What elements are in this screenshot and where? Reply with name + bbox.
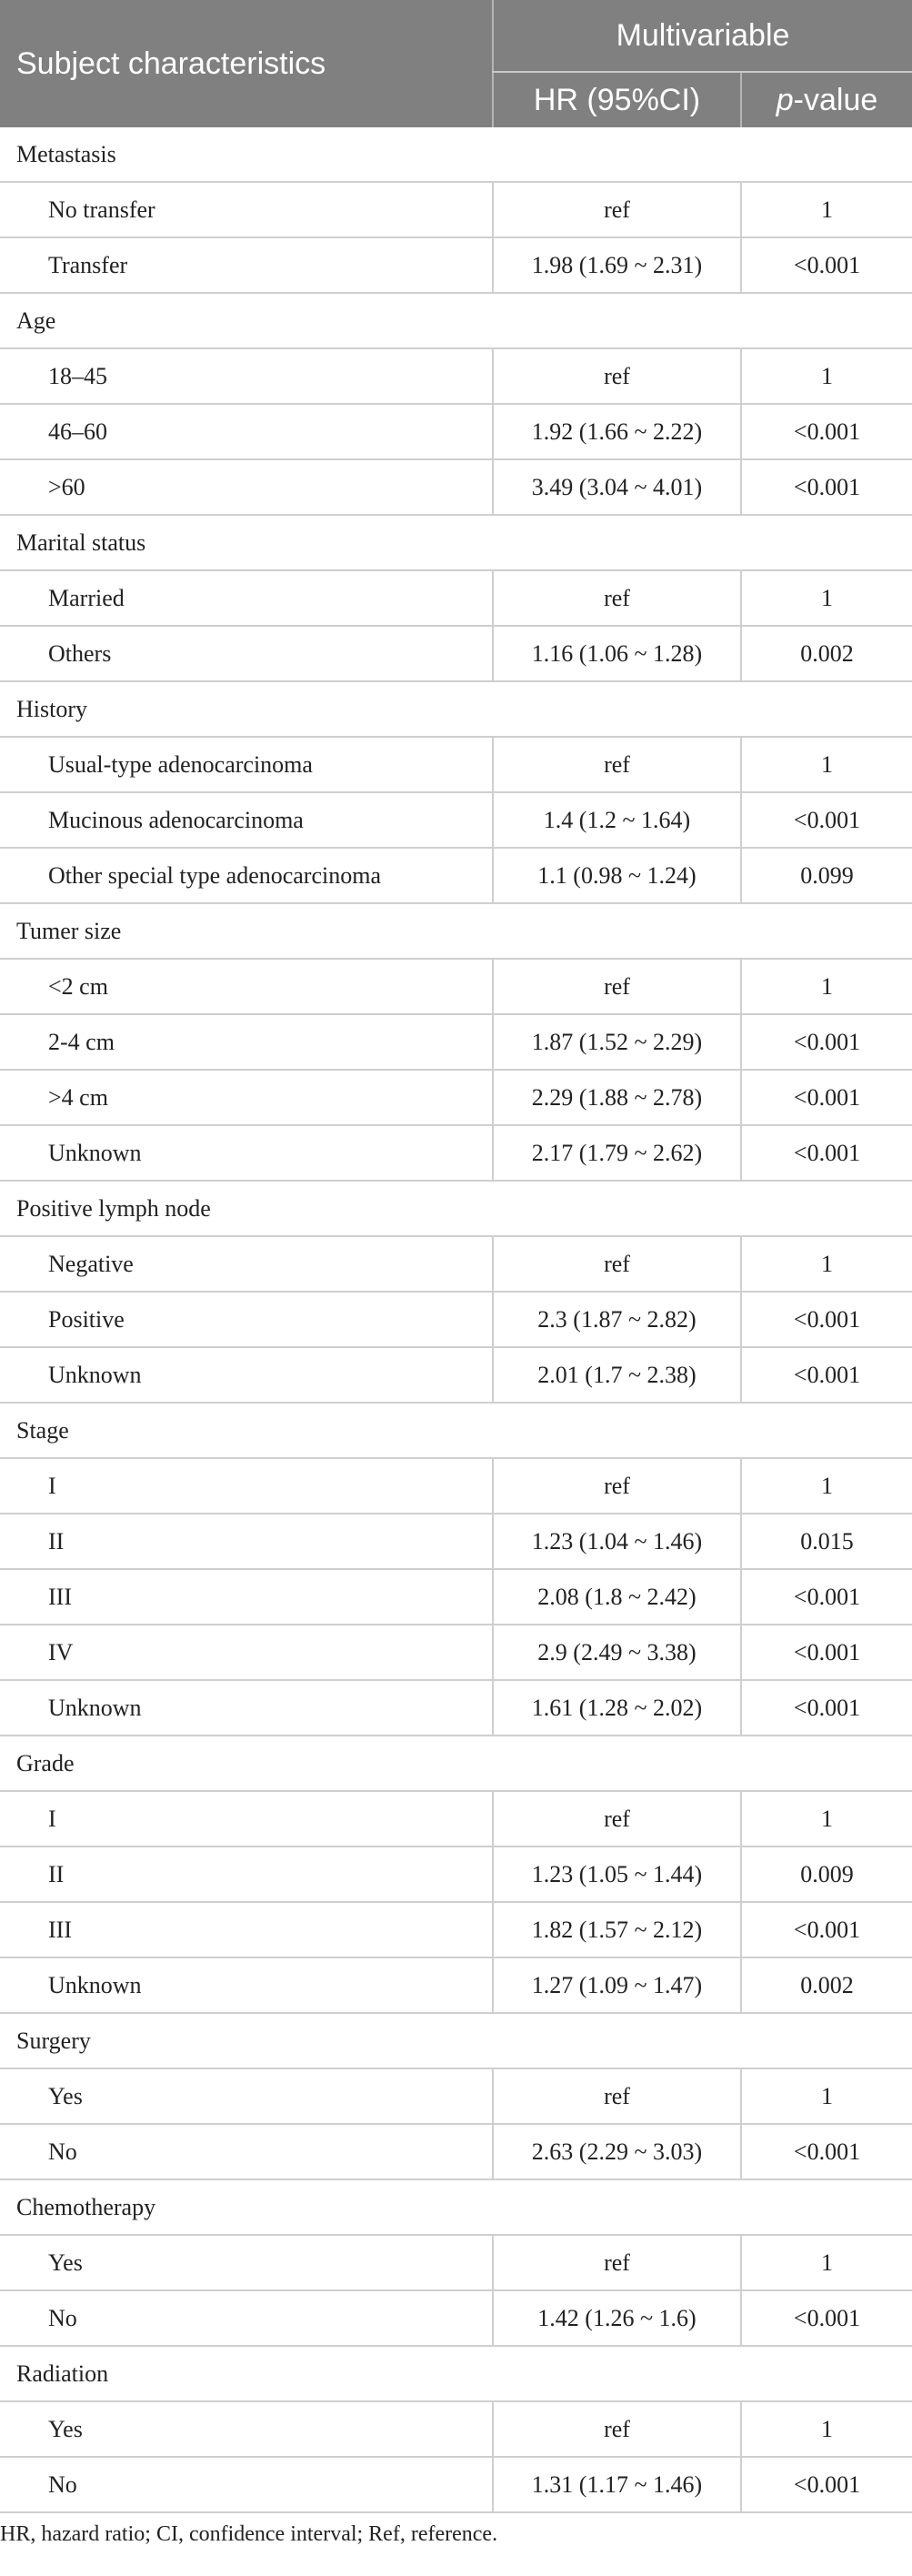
table-row bbox=[0, 2124, 912, 2179]
p-value: <0.001 bbox=[741, 459, 912, 515]
category-label: Grade bbox=[0, 1736, 912, 1791]
row-label: IV bbox=[0, 1625, 493, 1680]
p-value: <0.001 bbox=[741, 1125, 912, 1181]
table-row bbox=[0, 1680, 912, 1736]
p-value: <0.001 bbox=[741, 1569, 912, 1625]
row-label: <2 cm bbox=[0, 959, 493, 1014]
table-row bbox=[0, 2235, 912, 2290]
hr-value: 2.3 (1.87 ~ 2.82) bbox=[493, 1292, 741, 1347]
row-label: Yes bbox=[0, 2401, 493, 2457]
table-row bbox=[0, 1236, 912, 1292]
p-value: <0.001 bbox=[741, 237, 912, 293]
category-label: Tumer size bbox=[0, 903, 912, 959]
table-row bbox=[0, 1569, 912, 1625]
row-label: Yes bbox=[0, 2068, 493, 2124]
category-row bbox=[0, 2179, 912, 2235]
hr-value: 1.16 (1.06 ~ 1.28) bbox=[493, 626, 741, 681]
table-row bbox=[0, 2068, 912, 2124]
table-row bbox=[0, 182, 912, 237]
table-row bbox=[0, 459, 912, 515]
category-row bbox=[0, 681, 912, 737]
p-value: <0.001 bbox=[741, 1680, 912, 1736]
hr-value: ref bbox=[493, 737, 741, 792]
row-label: Unknown bbox=[0, 1680, 493, 1736]
header-subject-characteristics: Subject characteristics bbox=[0, 0, 493, 127]
row-label: Yes bbox=[0, 2235, 493, 2290]
p-value: <0.001 bbox=[741, 1070, 912, 1125]
category-label: Positive lymph node bbox=[0, 1181, 912, 1236]
header-p-italic: p bbox=[776, 82, 794, 117]
category-row bbox=[0, 1403, 912, 1458]
p-value: <0.001 bbox=[741, 2124, 912, 2179]
row-label: >60 bbox=[0, 459, 493, 515]
table-row bbox=[0, 348, 912, 404]
table-row bbox=[0, 1014, 912, 1070]
header-p-value bbox=[741, 72, 912, 127]
row-label: Others bbox=[0, 626, 493, 681]
row-label: 2-4 cm bbox=[0, 1014, 493, 1070]
header-multivariable: Multivariable bbox=[493, 0, 912, 72]
hr-value: ref bbox=[493, 2401, 741, 2457]
table-row bbox=[0, 1625, 912, 1680]
table-row bbox=[0, 1902, 912, 1957]
hr-value: ref bbox=[493, 1236, 741, 1292]
category-row bbox=[0, 1181, 912, 1236]
hr-value: 2.29 (1.88 ~ 2.78) bbox=[493, 1070, 741, 1125]
p-value: 1 bbox=[741, 2235, 912, 2290]
table-row bbox=[0, 737, 912, 792]
row-label: II bbox=[0, 1514, 493, 1569]
hr-value: 2.9 (2.49 ~ 3.38) bbox=[493, 1625, 741, 1680]
hr-value: 1.31 (1.17 ~ 1.46) bbox=[493, 2457, 741, 2512]
category-row bbox=[0, 515, 912, 570]
p-value: 1 bbox=[741, 570, 912, 626]
table-row bbox=[0, 2290, 912, 2346]
category-row bbox=[0, 2013, 912, 2068]
p-value: <0.001 bbox=[741, 792, 912, 848]
hr-value: ref bbox=[493, 182, 741, 237]
row-label: Positive bbox=[0, 1292, 493, 1347]
p-value: 0.002 bbox=[741, 626, 912, 681]
table-row bbox=[0, 792, 912, 848]
row-label: No bbox=[0, 2290, 493, 2346]
table-row bbox=[0, 570, 912, 626]
category-row bbox=[0, 293, 912, 348]
p-value: 1 bbox=[741, 2068, 912, 2124]
hr-value: ref bbox=[493, 2235, 741, 2290]
header-p-suffix: -value bbox=[793, 82, 878, 117]
hr-value: 2.17 (1.79 ~ 2.62) bbox=[493, 1125, 741, 1181]
table-body bbox=[0, 127, 912, 2512]
table-row bbox=[0, 1070, 912, 1125]
row-label: Unknown bbox=[0, 1957, 493, 2013]
hr-value: 1.23 (1.04 ~ 1.46) bbox=[493, 1514, 741, 1569]
p-value: 1 bbox=[741, 1458, 912, 1514]
p-value: 1 bbox=[741, 1791, 912, 1846]
row-label: Other special type adenocarcinoma bbox=[0, 848, 493, 903]
hr-value: 1.4 (1.2 ~ 1.64) bbox=[493, 792, 741, 848]
table-row bbox=[0, 2401, 912, 2457]
p-value: 1 bbox=[741, 737, 912, 792]
row-label: I bbox=[0, 1458, 493, 1514]
table-row bbox=[0, 237, 912, 293]
hr-value: 1.23 (1.05 ~ 1.44) bbox=[493, 1846, 741, 1902]
table-row bbox=[0, 848, 912, 903]
p-value: <0.001 bbox=[741, 1292, 912, 1347]
table-row bbox=[0, 1125, 912, 1181]
row-label: Mucinous adenocarcinoma bbox=[0, 792, 493, 848]
category-label: Chemotherapy bbox=[0, 2179, 912, 2235]
table-row bbox=[0, 1514, 912, 1569]
p-value: <0.001 bbox=[741, 404, 912, 459]
hr-value: 1.87 (1.52 ~ 2.29) bbox=[493, 1014, 741, 1070]
p-value: 1 bbox=[741, 1236, 912, 1292]
row-label: No transfer bbox=[0, 182, 493, 237]
header-hr-95ci: HR (95%CI) bbox=[493, 72, 741, 127]
hr-value: 1.42 (1.26 ~ 1.6) bbox=[493, 2290, 741, 2346]
hr-value: ref bbox=[493, 1791, 741, 1846]
hr-value: 1.27 (1.09 ~ 1.47) bbox=[493, 1957, 741, 2013]
row-label: Unknown bbox=[0, 1125, 493, 1181]
hr-value: 1.98 (1.69 ~ 2.31) bbox=[493, 237, 741, 293]
hr-value: 1.1 (0.98 ~ 1.24) bbox=[493, 848, 741, 903]
category-row bbox=[0, 127, 912, 182]
table-row bbox=[0, 1791, 912, 1846]
table-row bbox=[0, 1292, 912, 1347]
category-label: Stage bbox=[0, 1403, 912, 1458]
hr-value: 2.01 (1.7 ~ 2.38) bbox=[493, 1347, 741, 1403]
hr-value: ref bbox=[493, 1458, 741, 1514]
category-row bbox=[0, 1736, 912, 1791]
category-label: Radiation bbox=[0, 2346, 912, 2401]
hr-value: 1.82 (1.57 ~ 2.12) bbox=[493, 1902, 741, 1957]
table-row bbox=[0, 1846, 912, 1902]
category-label: Marital status bbox=[0, 515, 912, 570]
p-value: 0.099 bbox=[741, 848, 912, 903]
hr-value: 2.08 (1.8 ~ 2.42) bbox=[493, 1569, 741, 1625]
table-footnote: HR, hazard ratio; CI, confidence interval; Ref, reference. bbox=[0, 2522, 498, 2546]
p-value: 0.009 bbox=[741, 1846, 912, 1902]
table-row bbox=[0, 1957, 912, 2013]
table-row bbox=[0, 2457, 912, 2512]
hr-value: ref bbox=[493, 570, 741, 626]
hr-value: 1.92 (1.66 ~ 2.22) bbox=[493, 404, 741, 459]
category-row bbox=[0, 2346, 912, 2401]
row-label: Negative bbox=[0, 1236, 493, 1292]
p-value: <0.001 bbox=[741, 1014, 912, 1070]
p-value: 1 bbox=[741, 182, 912, 237]
row-label: 18–45 bbox=[0, 348, 493, 404]
category-label: Surgery bbox=[0, 2013, 912, 2068]
p-value: <0.001 bbox=[741, 2457, 912, 2512]
hr-value: 2.63 (2.29 ~ 3.03) bbox=[493, 2124, 741, 2179]
row-label: Transfer bbox=[0, 237, 493, 293]
p-value: 1 bbox=[741, 959, 912, 1014]
p-value: 0.002 bbox=[741, 1957, 912, 2013]
table-row bbox=[0, 404, 912, 459]
p-value: 0.015 bbox=[741, 1514, 912, 1569]
hr-value: ref bbox=[493, 348, 741, 404]
table-row bbox=[0, 1458, 912, 1514]
hr-value: 3.49 (3.04 ~ 4.01) bbox=[493, 459, 741, 515]
hr-value: ref bbox=[493, 959, 741, 1014]
row-label: Married bbox=[0, 570, 493, 626]
category-label: Age bbox=[0, 293, 912, 348]
row-label: No bbox=[0, 2457, 493, 2512]
row-label: 46–60 bbox=[0, 404, 493, 459]
row-label: I bbox=[0, 1791, 493, 1846]
p-value: <0.001 bbox=[741, 2290, 912, 2346]
category-row bbox=[0, 903, 912, 959]
table-row bbox=[0, 1347, 912, 1403]
p-value: <0.001 bbox=[741, 1625, 912, 1680]
table-row bbox=[0, 626, 912, 681]
row-label: No bbox=[0, 2124, 493, 2179]
category-label: Metastasis bbox=[0, 127, 912, 182]
p-value: 1 bbox=[741, 348, 912, 404]
table-row bbox=[0, 959, 912, 1014]
hr-value: ref bbox=[493, 2068, 741, 2124]
row-label: III bbox=[0, 1902, 493, 1957]
p-value: <0.001 bbox=[741, 1347, 912, 1403]
row-label: >4 cm bbox=[0, 1070, 493, 1125]
row-label: III bbox=[0, 1569, 493, 1625]
p-value: <0.001 bbox=[741, 1902, 912, 1957]
table-header bbox=[0, 0, 912, 127]
row-label: Usual-type adenocarcinoma bbox=[0, 737, 493, 792]
row-label: II bbox=[0, 1846, 493, 1902]
hr-value: 1.61 (1.28 ~ 2.02) bbox=[493, 1680, 741, 1736]
row-label: Unknown bbox=[0, 1347, 493, 1403]
category-label: History bbox=[0, 681, 912, 737]
p-value: 1 bbox=[741, 2401, 912, 2457]
